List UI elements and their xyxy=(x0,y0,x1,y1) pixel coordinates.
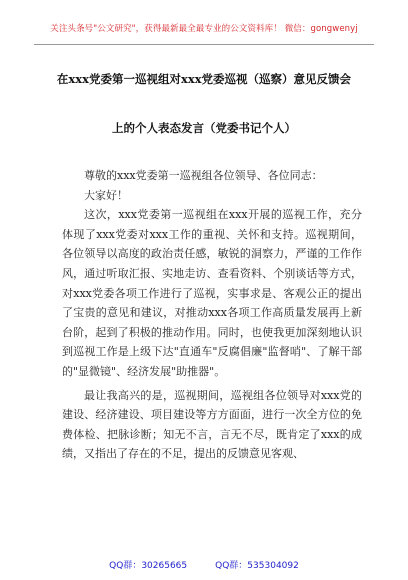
header-banner: 关注头条号"公文研究"，获得最新最全最专业的公文资料库！ 微信：gongwenyj xyxy=(50,24,358,34)
footer-qq-group-2: QQ群：535304092 xyxy=(215,561,299,571)
document-body xyxy=(62,166,362,464)
salutation: 尊敬的xxx党委第一巡视组各位领导、各位同志： xyxy=(84,169,323,182)
document-title-line-1: 在xxx党委第一巡视组对xxx党委巡视（巡察）意见反馈会 xyxy=(56,72,352,86)
document-title-line-2: 上的个人表态发言（党委书记个人） xyxy=(112,121,296,135)
footer-qq-group-1: QQ群：30265665 xyxy=(109,561,188,571)
greeting: 大家好！ xyxy=(84,188,128,202)
header-divider xyxy=(34,44,374,45)
body-paragraph-1: 这次，xxx党委第一巡视组在xxx开展的巡视工作，充分体现了xxx党委对xxx工作的重视、关怀和支持。巡视期间，各位领导以高度的政治责任感，敏锐的洞察力，严谨的工作作风，通过听取汇报、实地走访、查看资料、个别谈话等方式，对xxx党委各项工作进行了巡视，实事求是、客观公正的提出了宝贵的意见和建议，对推动xxx各项工作高质量发展再上新台阶，起到了积极的推动作用。同时，也使我更加深刻地认识到巡视工作是上级下达"直通车"反腐倡廉"监督哨"、了解干部的"显微镜"、经济发展"助推器"。 xyxy=(62,208,362,378)
footer-contact xyxy=(0,558,408,571)
body-paragraph-2: 最让我高兴的是，巡视期间，巡视组各位领导对xxx党的建设、经济建设、项目建设等方方面面，进行一次全方位的免费体检、把脉诊断；知无不言，言无不尽，既肯定了xxx的成绩，又指出了存在的不足，提出的反馈意见客观、 xyxy=(62,388,362,461)
